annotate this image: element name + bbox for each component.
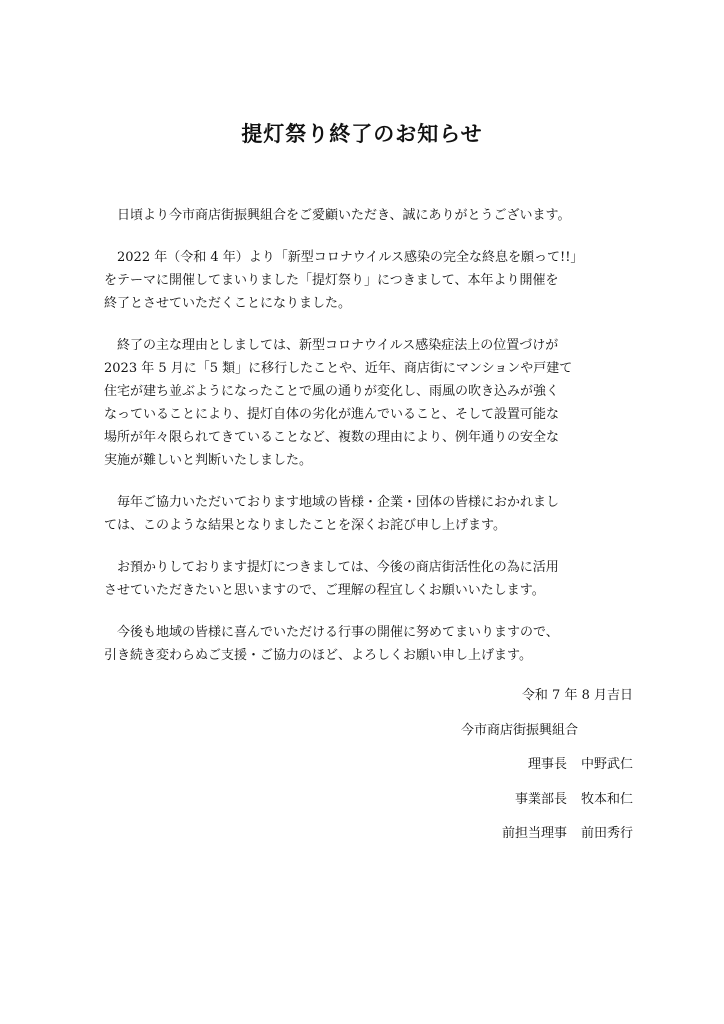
signature-block <box>461 686 633 859</box>
paragraph-line: 毎年ご協力いただいております地域の皆様・企業・団体の皆様におかれまし <box>117 495 560 510</box>
paragraph-line: 終了の主な理由としましては、新型コロナウイルス感染症法上の位置づけが <box>117 338 559 353</box>
document-title: 提灯祭り終了のお知らせ <box>241 121 483 146</box>
member-role: 事業部長 <box>514 791 567 807</box>
paragraph-greeting <box>104 204 644 227</box>
paragraph-line: をテーマに開催してまいりました「提灯祭り」につきまして、本年より開催を <box>104 273 559 288</box>
signature-member <box>461 790 633 825</box>
paragraph-line: ては、このような結果となりましたことを深くお詫び申し上げます。 <box>104 518 506 533</box>
paragraph-announcement <box>104 246 644 315</box>
signature-organization: 今市商店街振興組合 <box>460 722 578 738</box>
member-name: 前田秀行 <box>580 826 633 841</box>
paragraph-closing <box>104 621 644 667</box>
paragraph-line: 今後も地域の皆様に喜んでいただける行事の開催に努めてまいりますので、 <box>117 625 559 640</box>
member-role: 前担当理事 <box>501 826 567 841</box>
document-body <box>104 204 644 686</box>
member-name: 中野武仁 <box>580 757 633 772</box>
paragraph-apology <box>104 491 644 537</box>
paragraph-lanterns <box>104 556 644 602</box>
signature-member <box>461 824 633 859</box>
paragraph-line: 住宅が建ち並ぶようになったことで風の通りが変化し、雨風の吹き込みが強く <box>104 384 560 399</box>
paragraph-line: なっていることにより、提灯自体の劣化が進んでいること、そして設置可能な <box>104 407 560 422</box>
paragraph-line: 実施が難しいと判断いたしました。 <box>104 453 313 468</box>
paragraph-line: 2022 年（令和 4 年）より「新型コロナウイルス感染の完全な終息を願って!!」 <box>117 250 584 265</box>
paragraph-line: 2023 年 5 月に「5 類」に移行したことや、近年、商店街にマンションや戸建て <box>104 361 573 376</box>
paragraph-reasons <box>104 334 644 472</box>
paragraph-line: 場所が年々限られてきていることなど、複数の理由により、例年通りの安全な <box>104 430 560 445</box>
signature-member <box>461 755 633 790</box>
signature-date: 令和 7 年 8 月吉日 <box>521 688 633 703</box>
paragraph-line: お預かりしております提灯につきましては、今後の商店街活性化の為に活用 <box>117 560 559 575</box>
member-name: 牧本和仁 <box>580 791 633 807</box>
paragraph-line: させていただきたいと思いますので、ご理解の程宜しくお願いいたします。 <box>104 583 545 598</box>
paragraph-line: 日頃より今市商店街振興組合をご愛顧いただき、誠にありがとうございます。 <box>117 208 571 223</box>
paragraph-line: 終了とさせていただくことになりました。 <box>104 296 352 311</box>
member-role: 理事長 <box>527 757 567 772</box>
paragraph-line: 引き続き変わらぬご支援・ご協力のほど、よろしくお願い申し上げます。 <box>104 648 532 663</box>
